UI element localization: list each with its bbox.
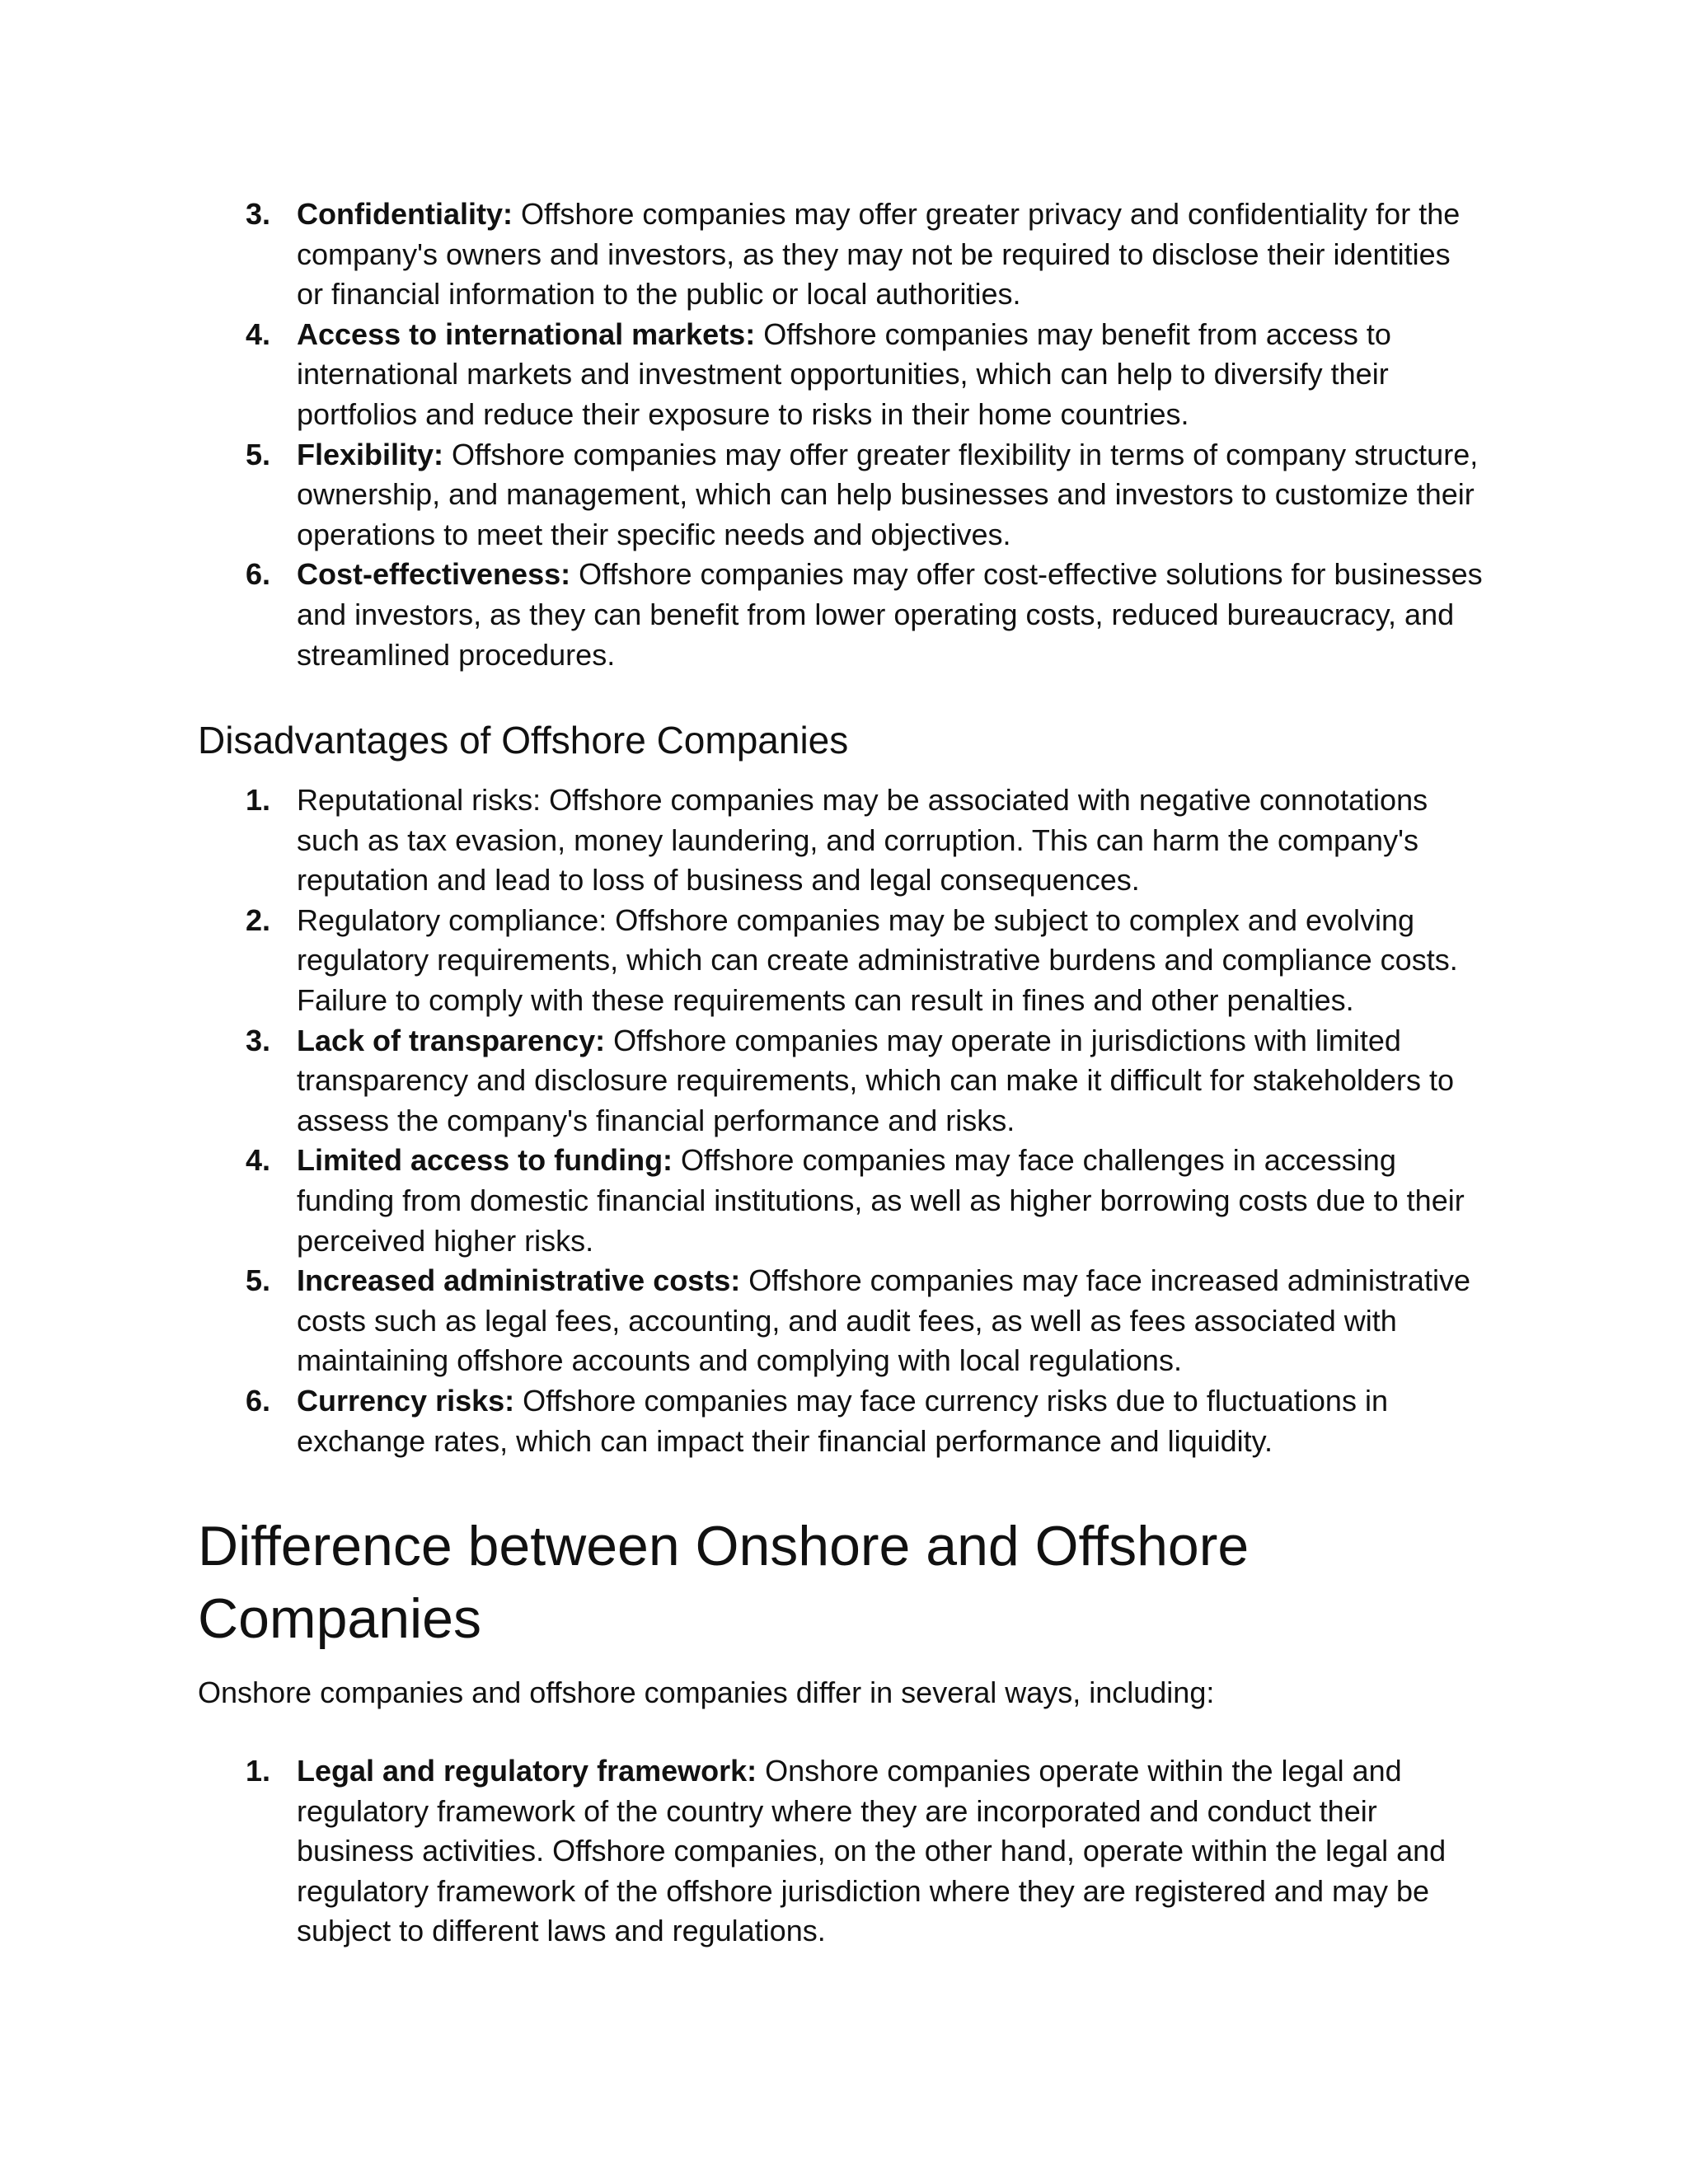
list-item-term: Legal and regulatory framework: [297,1754,757,1788]
list-item [198,315,1484,435]
list-item-number: 6. [246,557,271,592]
difference-list [198,1751,1484,1952]
list-item-text: Offshore companies may face increased administrative costs such as legal fees, accounting, and audit fees, as well as fees associated with maintaining offshore accounts and complying with local regulations. [297,1263,1470,1378]
list-item-text: Offshore companies may operate in jurisdictions with limited transparency and disclosure requirements, which can make it difficult for stakeholders to assess the company's financial performance and risks. [297,1023,1455,1137]
list-item [198,194,1484,315]
list-item-term: Flexibility: [297,437,444,471]
list-item-text: Reputational risks: Offshore companies may be associated with negative connotations such as tax evasion, money laundering, and corruption. This can harm the company's reputation and lead to loss of business and legal consequences. [297,783,1428,898]
list-item-text: Offshore companies may offer cost-effective solutions for businesses and investors, as they can benefit from lower operating costs, reduced bureaucracy, and streamlined procedures. [297,557,1483,672]
advantages-list [198,194,1484,675]
list-item-number: 4. [246,316,271,351]
list-item [198,1141,1484,1261]
list-item-number: 4. [246,1143,271,1178]
list-item-number: 1. [246,1754,271,1788]
list-item [198,435,1484,555]
list-item-text: Offshore companies may face challenges in accessing funding from domestic financial institutions, as well as higher borrowing costs due to their perceived higher risks. [297,1143,1465,1258]
list-item-number: 3. [246,1023,271,1057]
list-item-text: Regulatory compliance: Offshore companies may be subject to complex and evolving regulatory requirements, which can create administrative burdens and compliance costs. Failure to comply with these requirements can result in fines and other penalties. [297,902,1458,1017]
list-item [198,780,1484,901]
list-item-term: Access to international markets: [297,316,756,351]
list-item-term: Limited access to funding: [297,1143,673,1178]
list-item [198,1021,1484,1141]
list-item-term: Lack of transparency: [297,1023,606,1057]
list-item-text: Onshore companies operate within the legal and regulatory framework of the country where they are incorporated and conduct their business activities. Offshore companies, on the other hand, operate within the legal and regulatory framework of the offshore jurisdiction where they are registered and may be subject to different laws and regulations. [297,1754,1447,1948]
list-item-number: 5. [246,437,271,471]
list-item-text: Offshore companies may offer greater privacy and confidentiality for the company's owners and investors, as they may not be required to disclose their identities or financial information to the public or local authorities. [297,197,1461,312]
list-item [198,901,1484,1021]
list-item [198,555,1484,675]
list-item-number: 2. [246,902,271,937]
list-item [198,1381,1484,1461]
list-item-term: Increased administrative costs: [297,1263,741,1298]
list-item-term: Currency risks: [297,1383,515,1418]
difference-heading: Difference between Onshore and Offshore Companies [198,1515,1250,1650]
disadvantages-list [198,780,1484,1461]
list-item-number: 5. [246,1263,271,1298]
list-item-number: 6. [246,1383,271,1418]
list-item-term: Cost-effectiveness: [297,557,571,592]
list-item-number: 1. [246,783,271,817]
list-item-text: Offshore companies may benefit from access to international markets and investment opportunities, which can help to diversify their portfolios and reduce their exposure to risks in their home countries. [297,316,1391,431]
list-item-term: Confidentiality: [297,197,513,231]
list-item [198,1261,1484,1381]
list-item-text: Offshore companies may offer greater flexibility in terms of company structure, ownership, and management, which can help businesses and investors to customize their operations to meet their specific needs and objectives. [297,437,1479,551]
disadvantages-heading: Disadvantages of Offshore Companies [198,719,849,762]
list-item-number: 3. [246,197,271,231]
difference-intro: Onshore companies and offshore companies differ in several ways, including: [198,1675,1215,1709]
list-item-text: Offshore companies may face currency risks due to fluctuations in exchange rates, which can impact their financial performance and liquidity. [297,1383,1388,1458]
list-item [198,1751,1484,1952]
